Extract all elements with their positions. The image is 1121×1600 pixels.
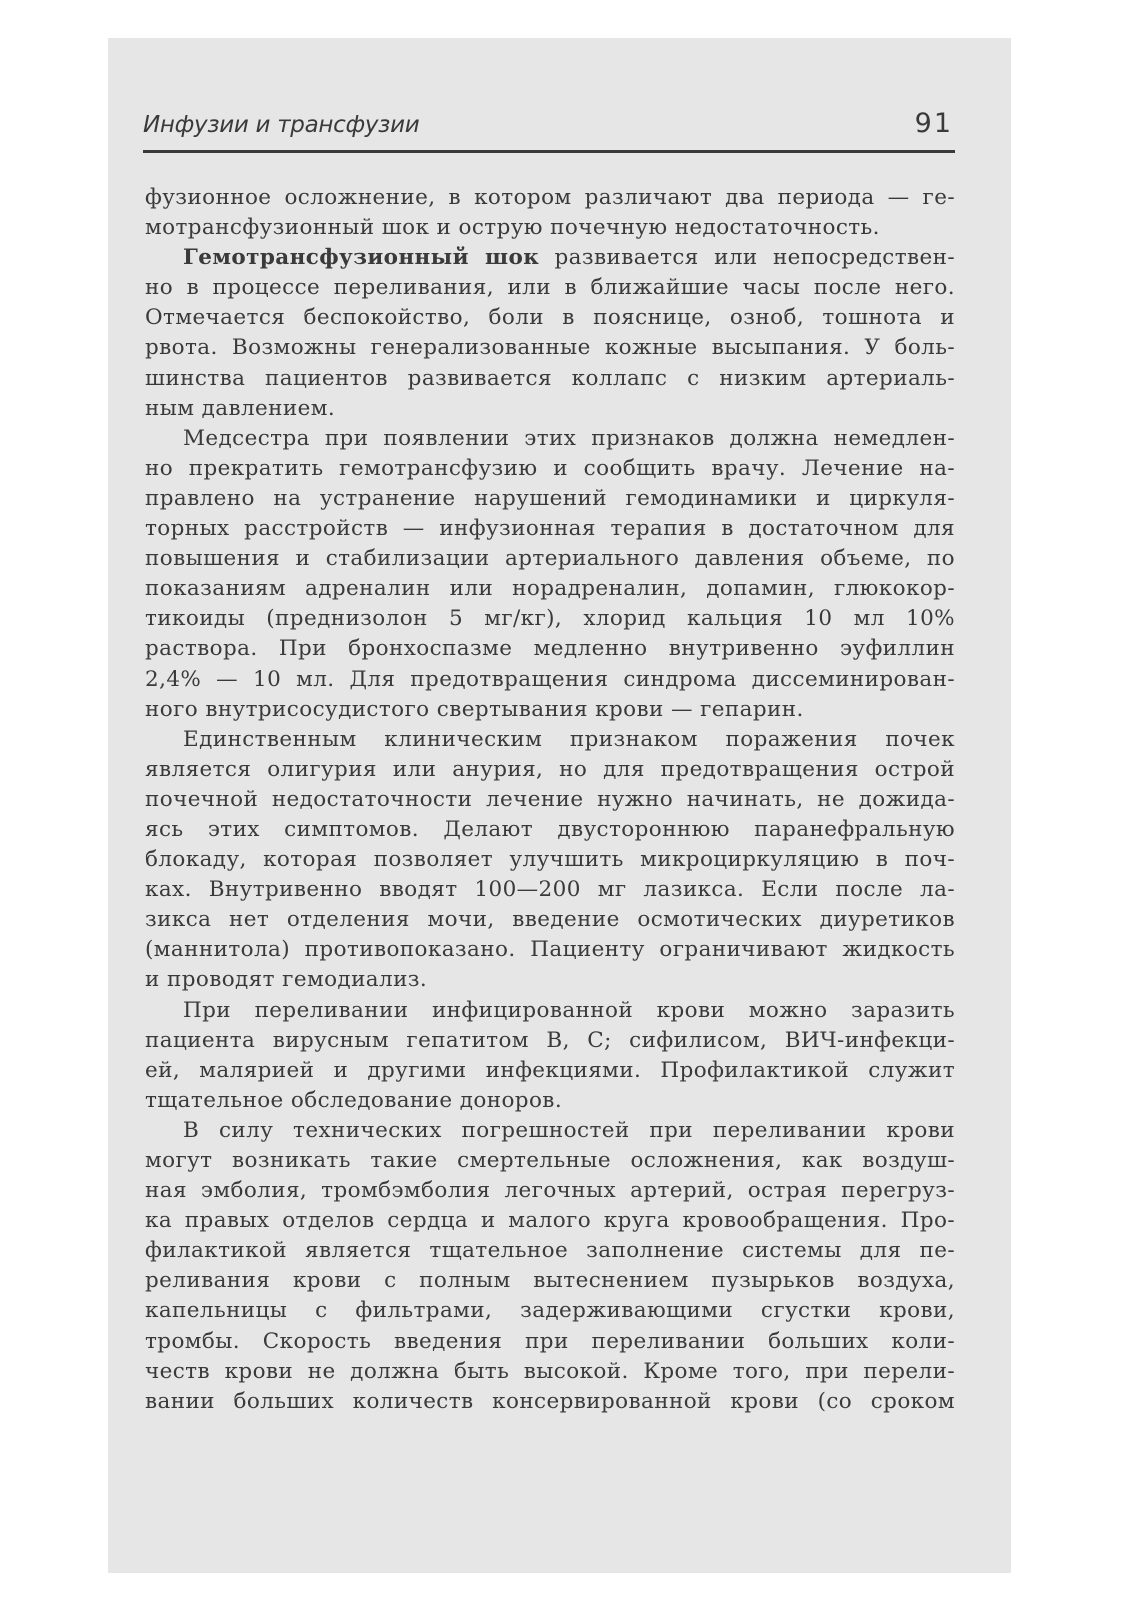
text-line: показаниям адреналин или норадреналин, допамин, глюкокор- (145, 576, 955, 602)
text-line: повышения и стабилизации артериального давления объеме, по (145, 546, 955, 572)
text-line: пациента вирусным гепатитом В, С; сифилисом, ВИЧ-инфекци- (145, 1027, 955, 1053)
text-line: капельницы с фильтрами, задерживающими сгустки крови, (145, 1298, 955, 1324)
text-line: тщательное обследование доноров. (145, 1087, 563, 1113)
text-line: но прекратить гемотрансфузию и сообщить врачу. Лечение на- (145, 455, 955, 481)
text-line: тромбы. Скорость введения при переливании больших коли- (145, 1328, 955, 1354)
text-line: торных расстройств — инфузионная терапия в достаточном для (145, 516, 955, 542)
text-line: почечной недостаточности лечение нужно начинать, не дожида- (145, 786, 955, 812)
text-line: рвота. Возможны генерализованные кожные высыпания. У боль- (145, 335, 955, 361)
text-line: ка правых отделов сердца и малого круга кровообращения. Про- (145, 1208, 955, 1234)
text-line: ясь этих симптомов. Делают двустороннюю паранефральную (145, 816, 955, 842)
page-header (143, 108, 955, 158)
text-line: зикса нет отделения мочи, введение осмотических диуретиков (145, 907, 955, 933)
text-line: В силу технических погрешностей при переливании крови (183, 1117, 955, 1143)
paragraph-1 (145, 183, 955, 243)
text-line: Отмечается беспокойство, боли в пояснице, озноб, тошнота и (145, 305, 955, 331)
text-line: филактикой является тщательное заполнение системы для пе- (145, 1238, 955, 1264)
text-line: (маннитола) противопоказано. Пациенту ограничивают жидкость (145, 937, 955, 963)
paragraph-5 (145, 996, 955, 1116)
bold-term: Гемотрансфузионный шок (183, 245, 540, 271)
text-line: честв крови не должна быть высокой. Кроме того, при перели- (145, 1358, 955, 1384)
text-line: мотрансфузионный шок и острую почечную недостаточность. (145, 215, 880, 241)
paragraph-3 (145, 424, 955, 725)
text-line: фузионное осложнение, в котором различают два периода — ге- (145, 185, 955, 210)
header-rule (143, 150, 955, 153)
text-line: 2,4% — 10 мл. Для предотвращения синдрома диссеминирован- (145, 666, 955, 692)
page-number: 91 (914, 108, 953, 139)
text-line: но в процессе переливания, или в ближайшие часы после него. (145, 275, 955, 301)
text-line: является олигурия или анурия, но для предотвращения острой (145, 756, 955, 782)
text-line: ках. Внутривенно вводят 100—200 мг лазикса. Если после ла- (145, 877, 955, 903)
text-line: блокаду, которая позволяет улучшить микроциркуляцию в поч- (145, 847, 955, 873)
running-title: Инфузии и трансфузии (143, 112, 420, 138)
text-line: При переливании инфицированной крови можно заразить (183, 997, 955, 1023)
text-line: Единственным клиническим признаком поражения почек (183, 726, 955, 752)
body-text (145, 183, 955, 1417)
paragraph-4 (145, 725, 955, 996)
text-line: Медсестра при появлении этих признаков должна немедлен- (183, 425, 955, 451)
text-line: вании больших количеств консервированной крови (со сроком (145, 1388, 955, 1414)
text-line: правлено на устранение нарушений гемодинамики и циркуля- (145, 485, 955, 511)
text-line: раствора. При бронхоспазме медленно внутривенно эуфиллин (145, 636, 955, 662)
text-line: шинства пациентов развивается коллапс с низким артериаль- (145, 365, 955, 391)
text-line: могут возникать такие смертельные осложнения, как воздуш- (145, 1148, 955, 1173)
text-line: ным давлением. (145, 395, 336, 421)
text-line: тикоиды (преднизолон 5 мг/кг), хлорид кальция 10 мл 10% (145, 606, 955, 632)
paragraph-6 (145, 1116, 955, 1417)
text-line: ей, малярией и другими инфекциями. Профилактикой служит (145, 1057, 955, 1083)
text-line: реливания крови с полным вытеснением пузырьков воздуха, (145, 1268, 955, 1294)
text-line: и проводят гемодиализ. (145, 967, 428, 993)
text-line: ного внутрисосудистого свертывания крови — гепарин. (145, 696, 804, 722)
text-line (145, 243, 955, 273)
text-fragment: развивается или непосредствен- (539, 245, 955, 271)
paragraph-2 (145, 243, 955, 424)
text-line: ная эмболия, тромбэмболия легочных артерий, острая перегруз- (145, 1178, 955, 1204)
